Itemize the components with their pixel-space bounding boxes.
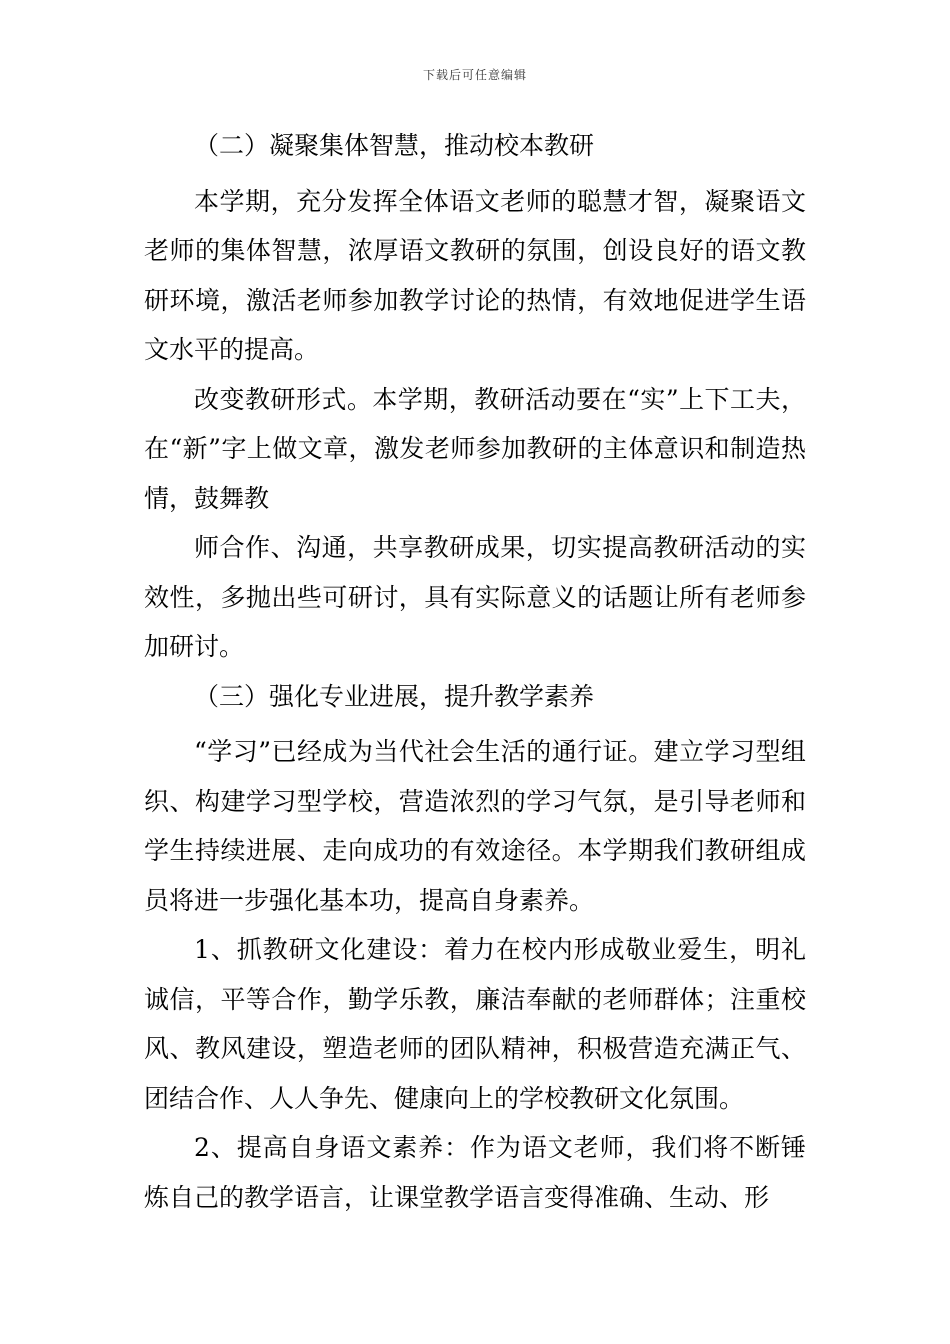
header-note: 下载后可任意编辑 (422, 68, 527, 82)
paragraph: 师合作、沟通，共享教研成果，切实提高教研活动的实效性，多抛出些可研讨，具有实际意义的话题让所有老师参加研讨。 (144, 533, 806, 661)
section-heading-3: （三）强化专业进展，提升教学素养 (194, 681, 595, 711)
section-heading-2: （二）凝聚集体智慧，推动校本教研 (194, 131, 595, 160)
document-body (144, 121, 806, 1222)
paragraph: 改变教研形式。本学期，教研活动要在“实”上下工夫，在“新”字上做文章，激发老师参加教研的主体意识和制造热情，鼓舞教 (144, 384, 806, 513)
paragraph: 2、提高自身语文素养：作为语文老师，我们将不断锤炼自己的教学语言，让课堂教学语言变得准确、生动、形 (144, 1133, 806, 1212)
paragraph: “学习”已经成为当代社会生活的通行证。建立学习型组织、构建学习型学校，营造浓烈的学习气氛，是引导老师和学生持续进展、走向成功的有效途径。本学期我们教研组成员将进一步强化基本功，提高自身素养。 (144, 737, 806, 915)
paragraph: 本学期，充分发挥全体语文老师的聪慧才智，凝聚语文老师的集体智慧，浓厚语文教研的氛围，创设良好的语文教研环境，激活老师参加教学讨论的热情，有效地促进学生语文水平的提高。 (144, 186, 806, 364)
paragraph: 1、抓教研文化建设：着力在校内形成敬业爱生，明礼诚信，平等合作，勤学乐教，廉洁奉献的老师群体；注重校风、教风建设，塑造老师的团队精神，积极营造充满正气、团结合作、人人争先、健康向上的学校教研文化氛围。 (144, 935, 806, 1113)
